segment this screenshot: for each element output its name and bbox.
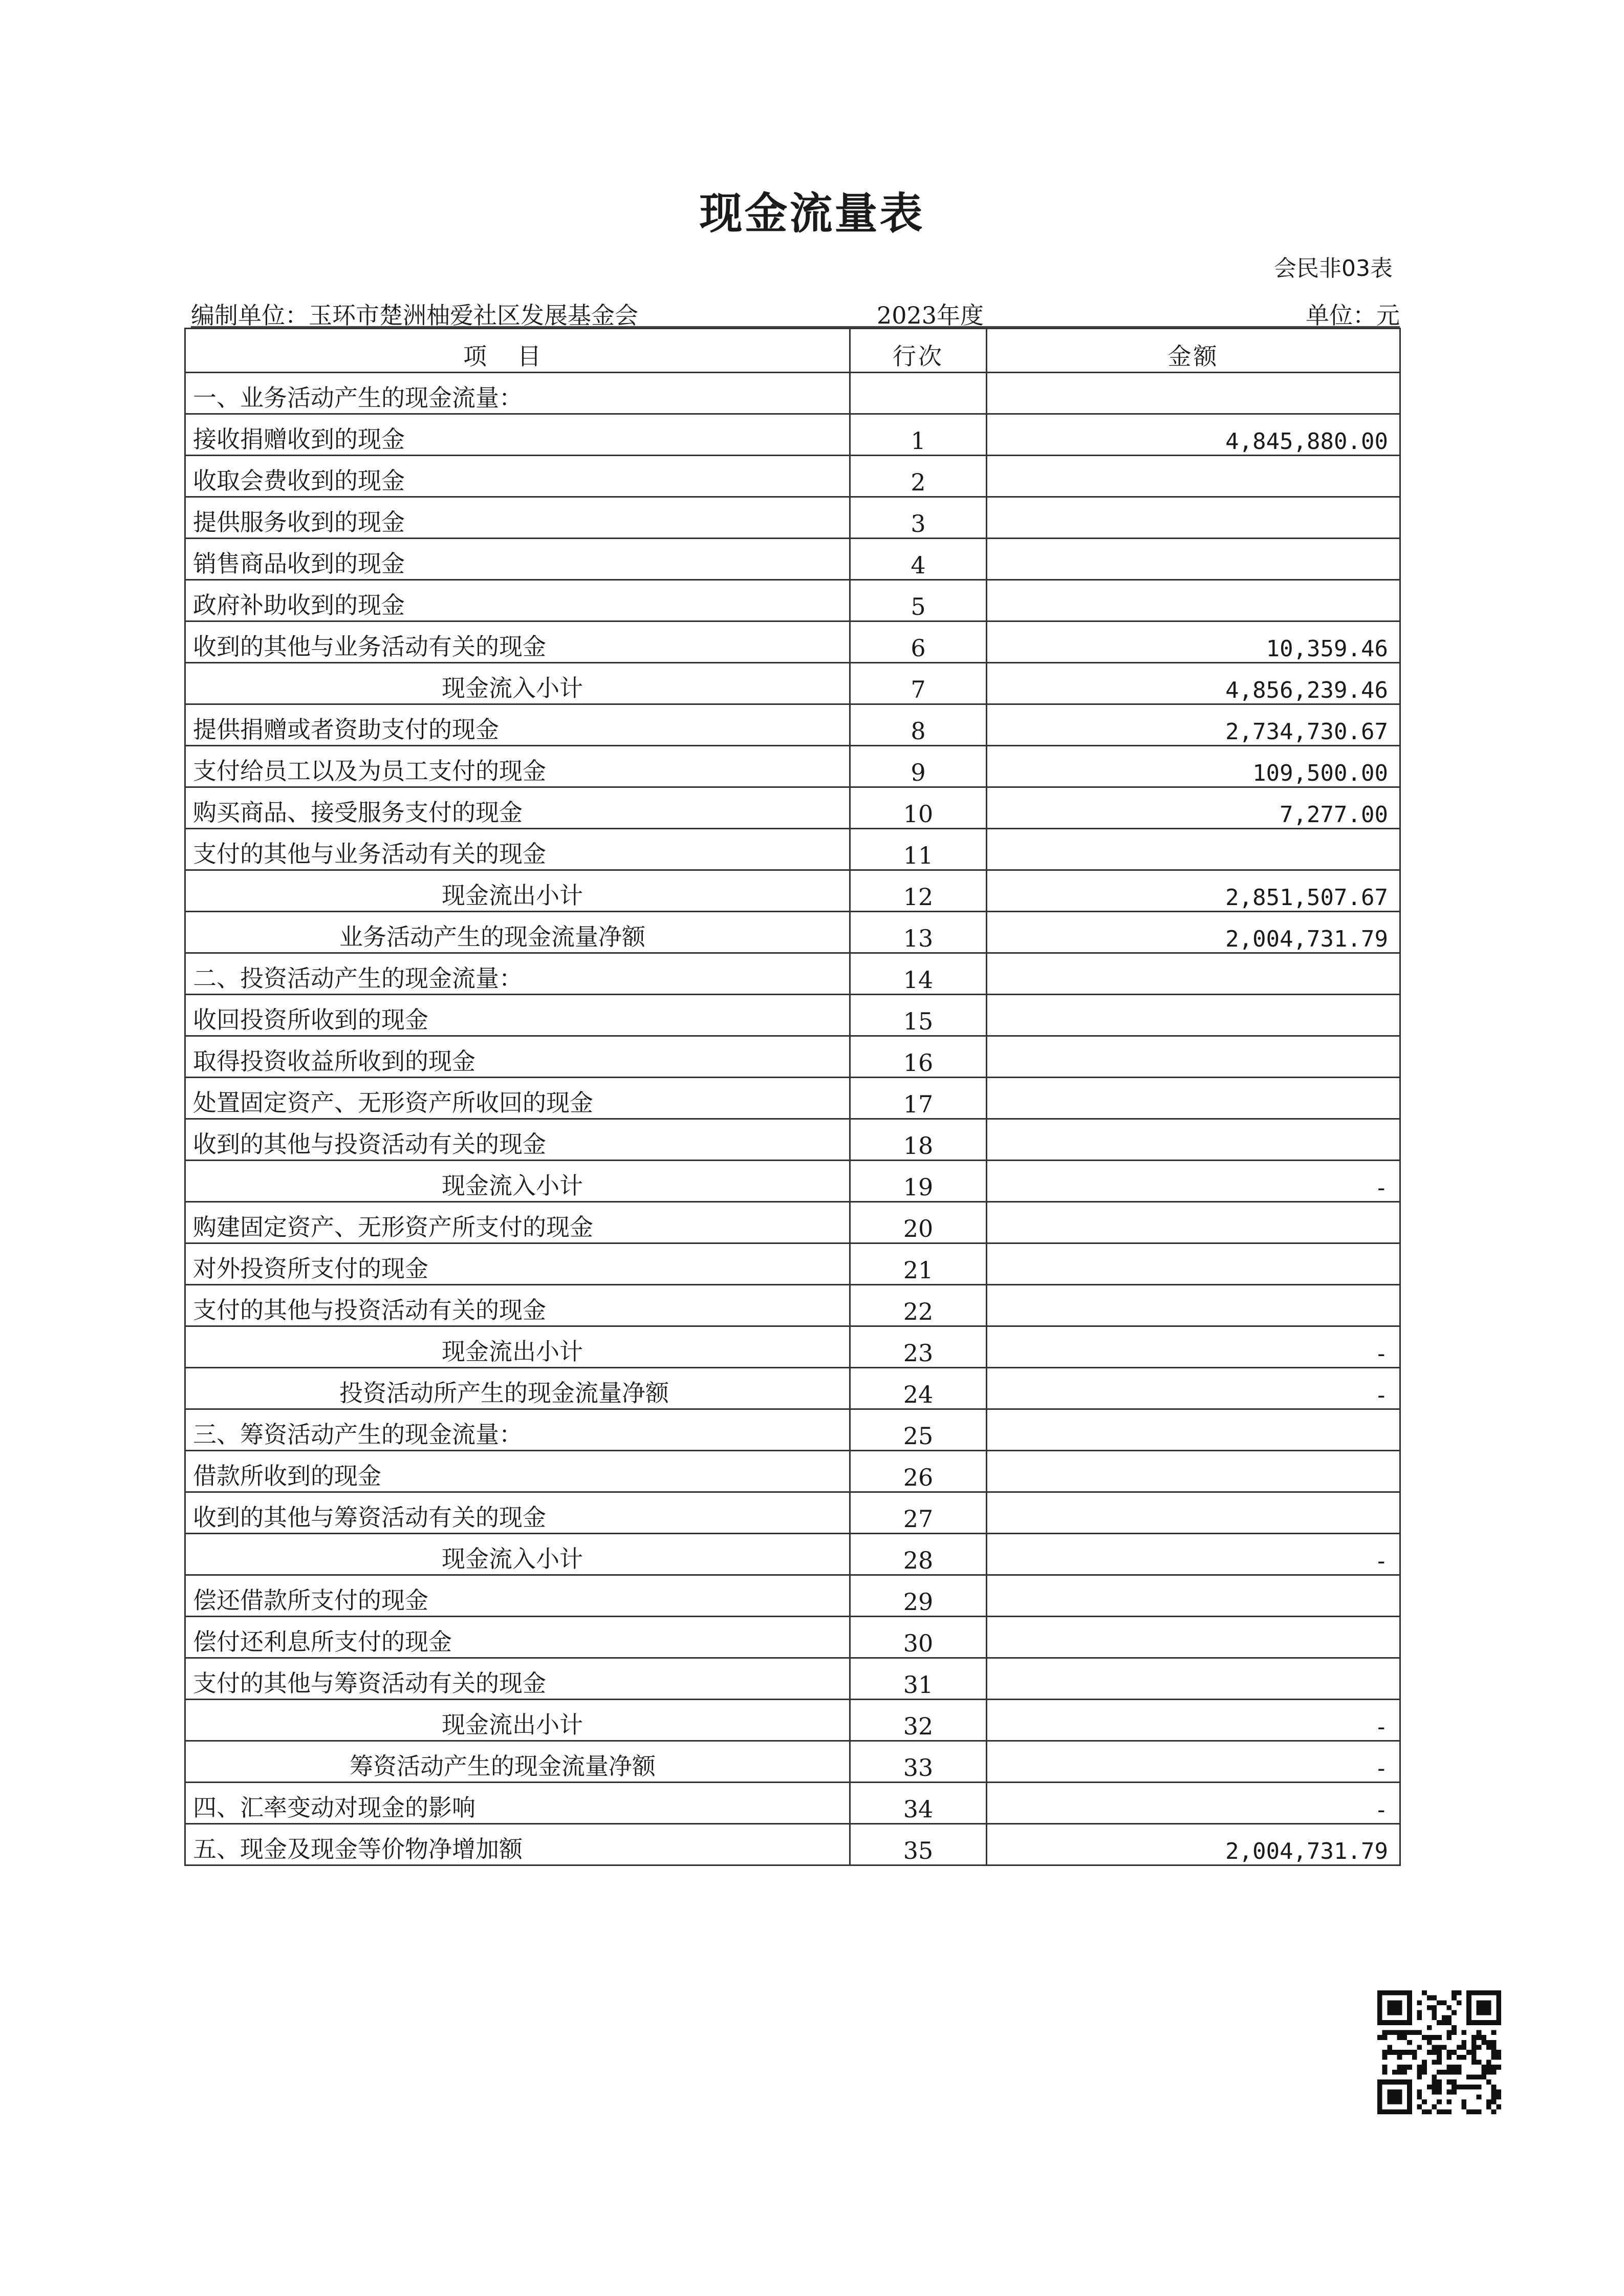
table-row	[185, 456, 1400, 497]
table-row	[185, 497, 1400, 539]
row-item: 四、汇率变动对现金的影响	[185, 1783, 850, 1824]
row-item: 支付的其他与筹资活动有关的现金	[185, 1658, 850, 1700]
row-item: 购建固定资产、无形资产所支付的现金	[185, 1202, 850, 1243]
row-amount: 2,734,730.67	[987, 704, 1400, 746]
table-row	[185, 1409, 1400, 1451]
row-line: 11	[850, 829, 987, 870]
table-row	[185, 1700, 1400, 1741]
row-line: 32	[850, 1700, 987, 1741]
row-amount	[987, 1285, 1400, 1326]
row-item: 二、投资活动产生的现金流量：	[185, 953, 850, 995]
row-item: 三、筹资活动产生的现金流量：	[185, 1409, 850, 1451]
row-amount	[987, 580, 1400, 621]
row-amount	[987, 1078, 1400, 1119]
row-amount	[987, 1658, 1400, 1700]
row-amount	[987, 373, 1400, 414]
table-row	[185, 580, 1400, 621]
table-row	[185, 1078, 1400, 1119]
row-amount	[987, 995, 1400, 1036]
row-item: 偿付还利息所支付的现金	[185, 1617, 850, 1658]
row-amount	[987, 829, 1400, 870]
row-item: 一、业务活动产生的现金流量：	[185, 373, 850, 414]
row-amount	[987, 1036, 1400, 1078]
row-amount: 2,851,507.67	[987, 870, 1400, 912]
row-amount: 109,500.00	[987, 746, 1400, 787]
row-line: 30	[850, 1617, 987, 1658]
row-line: 3	[850, 497, 987, 539]
row-item: 政府补助收到的现金	[185, 580, 850, 621]
table-row	[185, 1492, 1400, 1534]
table-row	[185, 373, 1400, 414]
row-amount	[987, 1575, 1400, 1617]
row-item: 销售商品收到的现金	[185, 539, 850, 580]
row-amount: 2,004,731.79	[987, 912, 1400, 953]
table-row	[185, 539, 1400, 580]
row-line: 29	[850, 1575, 987, 1617]
table-row	[185, 1119, 1400, 1161]
table-row	[185, 1741, 1400, 1783]
table-row	[185, 1243, 1400, 1285]
row-item: 支付的其他与业务活动有关的现金	[185, 829, 850, 870]
row-line: 31	[850, 1658, 987, 1700]
table-row	[185, 1202, 1400, 1243]
table-row	[185, 870, 1400, 912]
table-row	[185, 746, 1400, 787]
row-line: 28	[850, 1534, 987, 1575]
row-item: 收到的其他与筹资活动有关的现金	[185, 1492, 850, 1534]
table-row	[185, 1534, 1400, 1575]
row-item: 业务活动产生的现金流量净额	[185, 912, 850, 953]
row-amount	[987, 497, 1400, 539]
row-item: 对外投资所支付的现金	[185, 1243, 850, 1285]
row-line: 10	[850, 787, 987, 829]
row-line: 13	[850, 912, 987, 953]
table-row	[185, 1575, 1400, 1617]
row-line: 12	[850, 870, 987, 912]
table-row	[185, 1285, 1400, 1326]
row-amount	[987, 953, 1400, 995]
table-row	[185, 621, 1400, 663]
row-item: 支付的其他与投资活动有关的现金	[185, 1285, 850, 1326]
row-item: 现金流出小计	[185, 1326, 850, 1368]
row-amount	[987, 1202, 1400, 1243]
row-item: 现金流出小计	[185, 1700, 850, 1741]
row-amount: -	[987, 1700, 1400, 1741]
row-item: 现金流入小计	[185, 1161, 850, 1202]
row-amount	[987, 1119, 1400, 1161]
row-amount	[987, 1451, 1400, 1492]
table-row	[185, 1658, 1400, 1700]
table-row	[185, 787, 1400, 829]
table-row	[185, 1617, 1400, 1658]
report-year: 2023年度	[877, 302, 984, 329]
table-row	[185, 1368, 1400, 1409]
table-header-row	[185, 329, 1400, 373]
row-line: 18	[850, 1119, 987, 1161]
row-amount	[987, 1243, 1400, 1285]
row-item: 提供服务收到的现金	[185, 497, 850, 539]
row-line: 14	[850, 953, 987, 995]
row-item: 筹资活动产生的现金流量净额	[185, 1741, 850, 1783]
header-amount: 金额	[987, 329, 1400, 373]
currency-unit: 单位：元	[1306, 302, 1400, 329]
table-row	[185, 704, 1400, 746]
row-amount: 4,845,880.00	[987, 414, 1400, 456]
row-amount	[987, 1409, 1400, 1451]
row-amount: -	[987, 1783, 1400, 1824]
row-amount	[987, 539, 1400, 580]
row-line: 33	[850, 1741, 987, 1783]
row-amount: -	[987, 1741, 1400, 1783]
organization-label: 编制单位：玉环市楚洲柚爱社区发展基金会	[191, 302, 638, 329]
table-row	[185, 953, 1400, 995]
row-line: 8	[850, 704, 987, 746]
row-line: 6	[850, 621, 987, 663]
row-line: 34	[850, 1783, 987, 1824]
page-title: 现金流量表	[699, 188, 925, 239]
row-item: 收取会费收到的现金	[185, 456, 850, 497]
row-item: 收到的其他与业务活动有关的现金	[185, 621, 850, 663]
row-item: 收到的其他与投资活动有关的现金	[185, 1119, 850, 1161]
row-line: 2	[850, 456, 987, 497]
row-line: 16	[850, 1036, 987, 1078]
row-line: 21	[850, 1243, 987, 1285]
row-amount	[987, 1617, 1400, 1658]
table-row	[185, 912, 1400, 953]
row-item: 提供捐赠或者资助支付的现金	[185, 704, 850, 746]
qr-code-icon	[1377, 1990, 1501, 2114]
cash-flow-table	[184, 328, 1401, 1866]
row-line: 4	[850, 539, 987, 580]
row-item: 支付给员工以及为员工支付的现金	[185, 746, 850, 787]
table-row	[185, 995, 1400, 1036]
table-row	[185, 829, 1400, 870]
row-item: 收回投资所收到的现金	[185, 995, 850, 1036]
row-amount: 2,004,731.79	[987, 1824, 1400, 1865]
table-row	[185, 1783, 1400, 1824]
row-line: 25	[850, 1409, 987, 1451]
row-amount	[987, 456, 1400, 497]
row-amount: 10,359.46	[987, 621, 1400, 663]
row-item: 接收捐赠收到的现金	[185, 414, 850, 456]
table-row	[185, 1451, 1400, 1492]
row-amount: -	[987, 1368, 1400, 1409]
table-row	[185, 663, 1400, 704]
row-line: 19	[850, 1161, 987, 1202]
row-line: 35	[850, 1824, 987, 1865]
header-line: 行次	[850, 329, 987, 373]
row-line: 20	[850, 1202, 987, 1243]
row-item: 现金流入小计	[185, 1534, 850, 1575]
row-line: 15	[850, 995, 987, 1036]
row-line: 24	[850, 1368, 987, 1409]
row-item: 处置固定资产、无形资产所收回的现金	[185, 1078, 850, 1119]
table-row	[185, 1326, 1400, 1368]
row-item: 现金流入小计	[185, 663, 850, 704]
row-amount: -	[987, 1534, 1400, 1575]
row-item: 偿还借款所支付的现金	[185, 1575, 850, 1617]
report-meta	[191, 297, 1400, 328]
row-item: 取得投资收益所收到的现金	[185, 1036, 850, 1078]
row-item: 现金流出小计	[185, 870, 850, 912]
row-line: 26	[850, 1451, 987, 1492]
row-amount: 7,277.00	[987, 787, 1400, 829]
row-line: 7	[850, 663, 987, 704]
form-code: 会民非03表	[1274, 255, 1393, 282]
row-amount: -	[987, 1326, 1400, 1368]
row-line	[850, 373, 987, 414]
header-item: 项目	[185, 329, 850, 373]
row-amount	[987, 1492, 1400, 1534]
row-item: 投资活动所产生的现金流量净额	[185, 1368, 850, 1409]
table-row	[185, 1036, 1400, 1078]
table-row	[185, 414, 1400, 456]
row-line: 27	[850, 1492, 987, 1534]
row-line: 17	[850, 1078, 987, 1119]
row-line: 23	[850, 1326, 987, 1368]
row-item: 借款所收到的现金	[185, 1451, 850, 1492]
table-row	[185, 1161, 1400, 1202]
table-row	[185, 1824, 1400, 1865]
row-item: 购买商品、接受服务支付的现金	[185, 787, 850, 829]
row-item: 五、现金及现金等价物净增加额	[185, 1824, 850, 1865]
row-amount: -	[987, 1161, 1400, 1202]
row-amount: 4,856,239.46	[987, 663, 1400, 704]
row-line: 9	[850, 746, 987, 787]
row-line: 5	[850, 580, 987, 621]
row-line: 1	[850, 414, 987, 456]
row-line: 22	[850, 1285, 987, 1326]
